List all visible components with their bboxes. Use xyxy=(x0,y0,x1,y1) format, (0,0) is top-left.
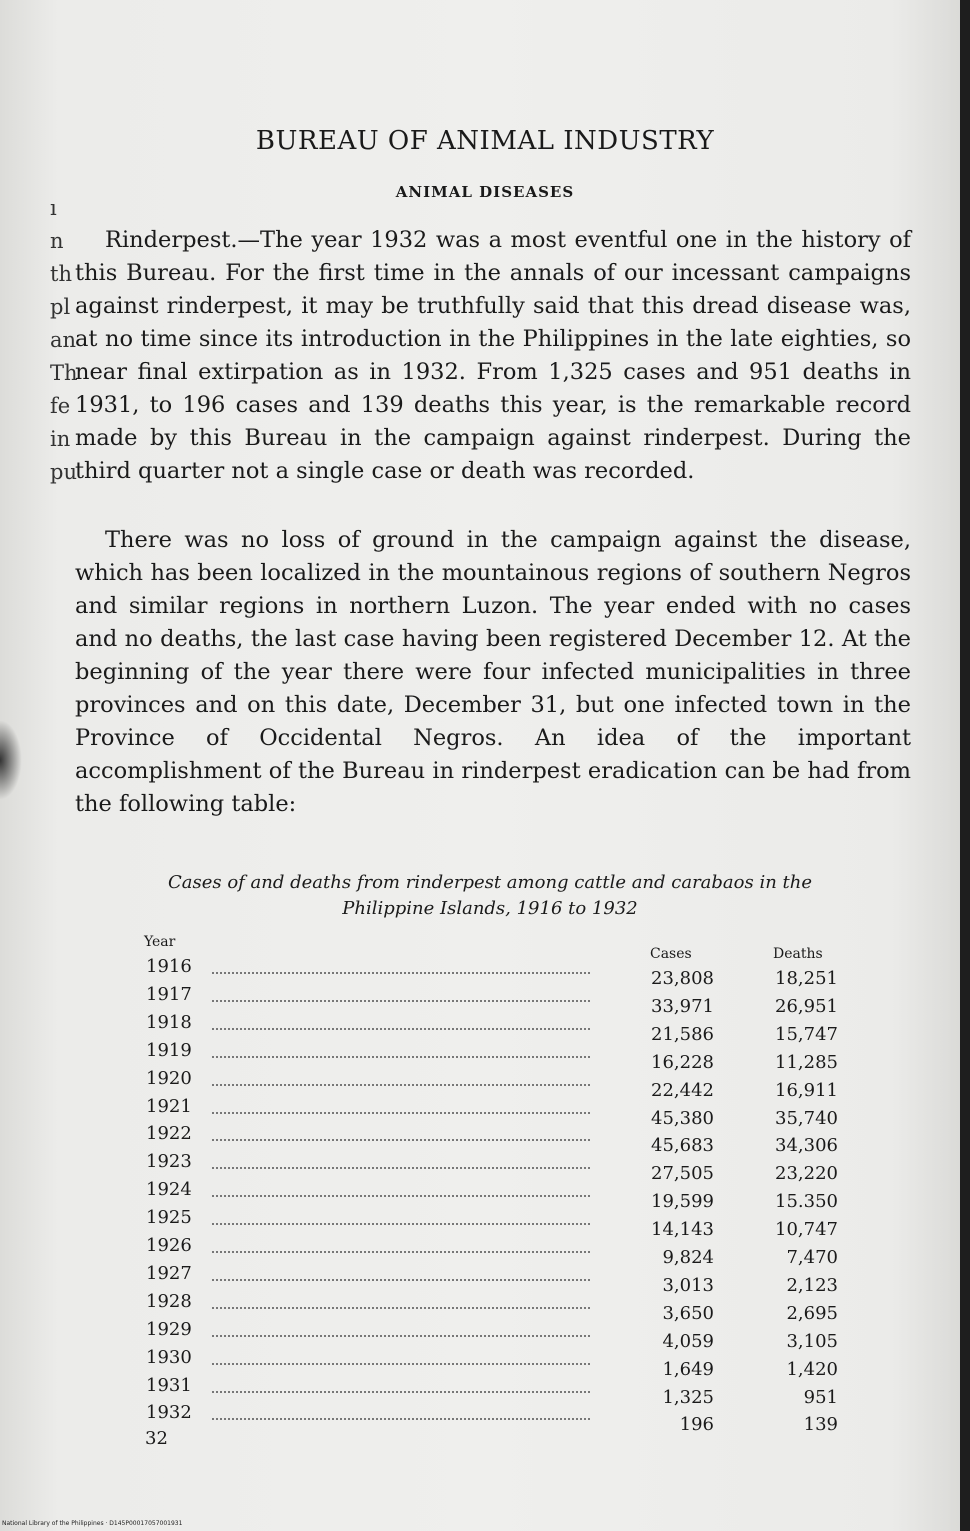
table-row xyxy=(140,1262,860,1296)
margin-fragment: fe xyxy=(50,394,71,418)
year-cell: 1922 xyxy=(146,1123,192,1145)
year-cell: 1929 xyxy=(146,1318,192,1340)
table-row xyxy=(140,1011,860,1045)
table-row xyxy=(140,983,860,1017)
cases-cell: 45,683 xyxy=(651,1135,714,1157)
margin-fragment: ı xyxy=(50,196,57,220)
deaths-cell: 1,420 xyxy=(786,1358,838,1380)
paragraph-text: Rinderpest.—The year 1932 was a most eventful one in the history of this Bureau. For the first time in the annals of our incessant campaigns against rinderpest, it may be truthfully said that this dread disease was, at no time since its introduction in the Philippines in the late eighties, so near final extirpation as in 1932. From 1,325 cases and 951 deaths in 1931, to 196 cases and 139 deaths this year, is the remarkable record made by this Bureau in the campaign against rinderpest. During the third quarter not a single case or death was recorded. xyxy=(75,227,911,484)
section-heading: ANIMAL DISEASES xyxy=(395,183,575,201)
dot-leader xyxy=(212,1307,590,1309)
dot-leader xyxy=(212,1000,590,1002)
cases-cell: 1,649 xyxy=(662,1358,714,1380)
year-cell: 1919 xyxy=(146,1039,192,1061)
column-header-deaths: Deaths xyxy=(773,946,823,962)
page-title: BUREAU OF ANIMAL INDUSTRY xyxy=(255,126,715,156)
dot-leader xyxy=(212,1112,590,1114)
table-row xyxy=(140,1179,860,1213)
margin-fragment: Th xyxy=(50,361,78,385)
cases-cell: 196 xyxy=(679,1414,714,1436)
deaths-cell: 7,470 xyxy=(786,1247,838,1268)
column-header-cases: Cases xyxy=(650,946,692,962)
deaths-cell: 2,123 xyxy=(786,1274,838,1296)
deaths-cell: 10,747 xyxy=(775,1219,838,1241)
dot-leader xyxy=(212,1418,590,1420)
margin-fragment: th xyxy=(50,262,72,286)
year-cell: 1924 xyxy=(146,1179,192,1201)
year-cell: 1930 xyxy=(146,1346,192,1368)
margin-fragment: in xyxy=(50,427,71,451)
deaths-cell: 2,695 xyxy=(786,1302,838,1324)
deaths-cell: 16,911 xyxy=(775,1079,838,1101)
paragraph-text: There was no loss of ground in the campaign against the disease, which has been localized in the mountainous regions of southern Negros and similar regions in northern Luzon. The year ended with no cases and no deaths, the last case having been registered December 12. At the beginning of the year there were four infected municipalities in three provinces and on this date, December 31, but one infected town in the Province of Occidental Negros. An idea of the important accomplishment of the Bureau in rinderpest eradication can be had from the following table: xyxy=(75,527,911,817)
table-row xyxy=(140,956,860,989)
cases-cell: 27,505 xyxy=(651,1163,714,1185)
deaths-cell: 26,951 xyxy=(775,995,838,1017)
year-cell: 1923 xyxy=(146,1151,192,1173)
table-row xyxy=(140,1318,860,1352)
cases-cell: 16,228 xyxy=(651,1051,714,1073)
cases-cell: 22,442 xyxy=(651,1079,714,1101)
dot-leader xyxy=(212,1335,590,1337)
deaths-cell: 11,285 xyxy=(775,1051,838,1073)
cases-cell: 21,586 xyxy=(651,1023,714,1045)
dot-leader xyxy=(212,1223,590,1225)
dot-leader xyxy=(212,1028,590,1030)
deaths-cell: 35,740 xyxy=(775,1107,838,1129)
binding-shadow xyxy=(0,720,22,800)
year-cell: 1916 xyxy=(146,956,192,977)
table-row xyxy=(140,1207,860,1241)
year-cell: 1927 xyxy=(146,1262,192,1284)
page-edge xyxy=(960,0,970,1531)
column-header-year: Year xyxy=(144,934,176,950)
cases-cell: 19,599 xyxy=(651,1191,714,1213)
table-row xyxy=(140,1151,860,1185)
year-cell: 1928 xyxy=(146,1290,192,1312)
year-cell: 1918 xyxy=(146,1011,192,1033)
cases-cell: 4,059 xyxy=(662,1330,714,1352)
cases-cell: 14,143 xyxy=(651,1219,714,1241)
cases-cell: 33,971 xyxy=(651,995,714,1017)
cases-cell: 1,325 xyxy=(662,1386,714,1408)
margin-fragment: n xyxy=(50,229,64,253)
table-row xyxy=(140,1039,860,1073)
year-cell: 1926 xyxy=(146,1235,192,1256)
cases-cell: 3,013 xyxy=(662,1274,714,1296)
year-cell: 1917 xyxy=(146,983,192,1005)
year-cell: 1932 xyxy=(146,1402,192,1424)
dot-leader xyxy=(212,1279,590,1281)
dot-leader xyxy=(212,1056,590,1058)
dot-leader xyxy=(212,1363,590,1365)
cases-cell: 3,650 xyxy=(662,1302,714,1324)
dot-leader xyxy=(212,1167,590,1169)
caption-line: Philippine Islands, 1916 to 1932 xyxy=(342,898,638,919)
table-row xyxy=(140,1123,860,1157)
deaths-cell: 23,220 xyxy=(775,1163,838,1185)
dot-leader xyxy=(212,1251,590,1253)
cases-cell: 9,824 xyxy=(662,1247,714,1268)
paragraph-rinderpest xyxy=(75,224,911,488)
table-row xyxy=(140,1402,860,1436)
paragraph-campaign xyxy=(75,524,911,821)
margin-fragment: an xyxy=(50,328,77,352)
table-row xyxy=(140,1346,860,1380)
year-cell: 1931 xyxy=(146,1374,192,1396)
dot-leader xyxy=(212,1391,590,1393)
deaths-cell: 139 xyxy=(803,1414,838,1436)
table-row xyxy=(140,1095,860,1129)
table-row xyxy=(140,1235,860,1268)
year-cell: 1920 xyxy=(146,1067,192,1089)
footer-watermark: National Library of the Philippines · D145P00017057001931 xyxy=(2,1520,183,1527)
deaths-cell: 951 xyxy=(803,1386,838,1408)
table-row xyxy=(140,1067,860,1101)
cases-cell: 23,808 xyxy=(651,968,714,989)
deaths-cell: 15.350 xyxy=(775,1191,838,1213)
page-number: 32 xyxy=(145,1428,168,1449)
year-cell: 1925 xyxy=(146,1207,192,1229)
table-caption xyxy=(90,870,890,922)
dot-leader xyxy=(212,1195,590,1197)
dot-leader xyxy=(212,1139,590,1141)
deaths-cell: 3,105 xyxy=(786,1330,838,1352)
margin-fragment: pu xyxy=(50,460,77,484)
deaths-cell: 15,747 xyxy=(775,1023,838,1045)
deaths-cell: 34,306 xyxy=(775,1135,838,1157)
deaths-cell: 18,251 xyxy=(775,968,838,989)
year-cell: 1921 xyxy=(146,1095,192,1117)
cases-cell: 45,380 xyxy=(651,1107,714,1129)
dot-leader xyxy=(212,1084,590,1086)
table-row xyxy=(140,1374,860,1408)
table-row xyxy=(140,1290,860,1324)
dot-leader xyxy=(212,972,590,974)
margin-fragment: pl xyxy=(50,295,71,319)
caption-line: Cases of and deaths from rinderpest among cattle and carabaos in the xyxy=(167,872,813,893)
